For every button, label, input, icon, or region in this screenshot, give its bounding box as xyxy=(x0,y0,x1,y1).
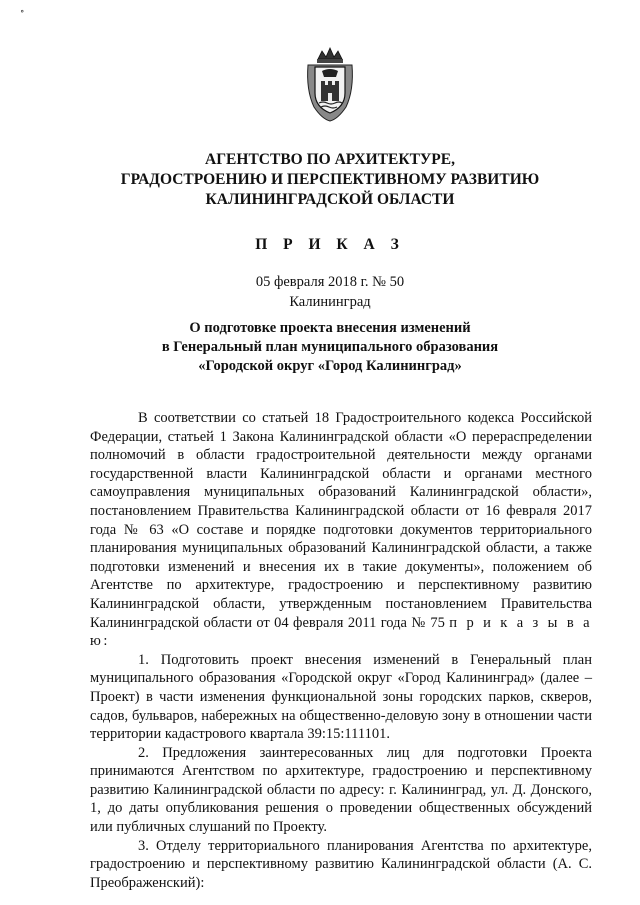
date-number: 05 февраля 2018 г. № 50 xyxy=(255,274,405,290)
subject-line: «Городской округ «Город Калининград» xyxy=(198,358,462,374)
agency-line: ГРАДОСТРОЕНИЮ И ПЕРСПЕКТИВНОМУ РАЗВИТИЮ xyxy=(120,171,540,188)
coat-of-arms-icon xyxy=(304,45,356,123)
agency-line: КАЛИНИНГРАДСКОЙ ОБЛАСТИ xyxy=(205,191,455,208)
subject-line: в Генеральный план муниципального образования xyxy=(161,339,499,355)
preamble-paragraph xyxy=(90,409,592,651)
document-subject xyxy=(60,319,600,376)
item-paragraph: 1. Подготовить проект внесения изменений в Генеральный план муниципального образования «Городской округ «Город Калининград» (далее – Проект) в части изменения функциональной зоны городских парков, скверов, садов, бульваров, набережных на общественно-деловую зону в отношении части территории кадастрового квартала 39:15:111101. xyxy=(90,651,592,743)
subject-line: О подготовке проекта внесения изменений xyxy=(189,320,471,336)
item-paragraph: 3. Отделу территориального планирования Агентства по архитектуре, градостроению и перспективному развитию Калининградской области (А. С. Преображенский): xyxy=(90,837,592,891)
corner-mark: ∘ xyxy=(20,6,25,16)
document-body xyxy=(90,409,592,892)
document-type: П Р И К А З xyxy=(255,236,405,253)
agency-name xyxy=(60,150,600,210)
preamble-text: В соответствии со статьей 18 Градостроительного кодекса Российской Федерации, статьей 1 Закона Калининградской области «О перераспределении полномочий в области градостроительной деятельности между органами государственной власти Калининградской области и органами местного самоуправления муниципальных образований Калининградской области», постановлением Правительства Калининградской области от 16 февраля 2017 года № 63 «О составе и порядке подготовки документов территориального планирования муниципальных образований Калининградской области, а также подготовки изменений и внесения их в такие документы», положением об Агентстве по архитектуре, градостроению и перспективному развитию Калининградской области, утвержденным постановлением Правительства Калининградской области от 04 февраля 2011 года № 75 xyxy=(90,410,592,631)
order-word: п р и к а з ы в а ю: xyxy=(90,614,592,650)
item-paragraph: 2. Предложения заинтересованных лиц для подготовки Проекта принимаются Агентством по архитектуре, градостроению и перспективному развитию Калининградской области по адресу: г. Калининград, ул. Д. Донского, 1, до даты опубликования решения о проведении общественных обсуждений или публичных слушаний по Проекту. xyxy=(90,744,592,836)
city: Калининград xyxy=(289,294,371,310)
agency-line: АГЕНТСТВО ПО АРХИТЕКТУРЕ, xyxy=(205,151,455,168)
date-number-block xyxy=(60,272,600,312)
